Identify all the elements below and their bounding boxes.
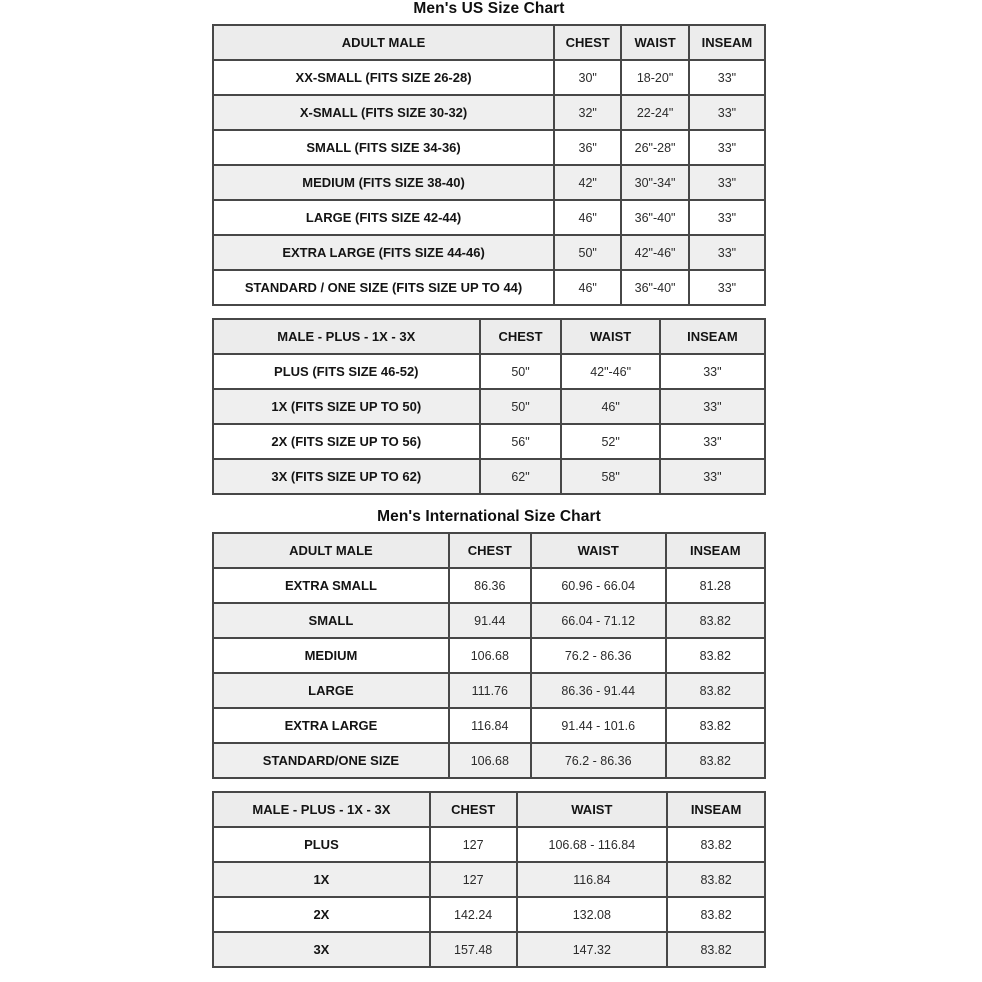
international-male-plus-table — [212, 791, 766, 968]
table-row — [213, 235, 765, 270]
measurement-cell: 46" — [561, 389, 659, 424]
measurement-cell: 33" — [660, 354, 765, 389]
measurement-cell: 33" — [660, 389, 765, 424]
measurement-cell: 111.76 — [449, 673, 531, 708]
measurement-cell: 86.36 - 91.44 — [531, 673, 666, 708]
measurement-cell: 81.28 — [666, 568, 765, 603]
measurement-cell: 22-24" — [621, 95, 689, 130]
measurement-cell: 116.84 — [517, 862, 668, 897]
size-label-cell: SMALL — [213, 603, 449, 638]
measurement-cell: 83.82 — [666, 603, 765, 638]
table-row — [213, 459, 765, 494]
header-cell: CHEST — [430, 792, 517, 827]
header-cell: WAIST — [531, 533, 666, 568]
measurement-cell: 83.82 — [667, 827, 765, 862]
international-adult-male-table-container — [212, 532, 766, 779]
measurement-cell: 46" — [554, 200, 621, 235]
measurement-cell: 86.36 — [449, 568, 531, 603]
size-label-cell: STANDARD / ONE SIZE (FITS SIZE UP TO 44) — [213, 270, 554, 305]
table-row — [213, 862, 765, 897]
international-adult-male-table — [212, 532, 766, 779]
header-cell: INSEAM — [689, 25, 765, 60]
table-row — [213, 60, 765, 95]
measurement-cell: 33" — [689, 165, 765, 200]
measurement-cell: 32" — [554, 95, 621, 130]
size-label-cell: PLUS — [213, 827, 430, 862]
measurement-cell: 60.96 - 66.04 — [531, 568, 666, 603]
table-row — [213, 603, 765, 638]
size-label-cell: 2X (FITS SIZE UP TO 56) — [213, 424, 480, 459]
measurement-cell: 142.24 — [430, 897, 517, 932]
measurement-cell: 50" — [480, 354, 562, 389]
measurement-cell: 127 — [430, 827, 517, 862]
measurement-cell: 52" — [561, 424, 659, 459]
header-cell: CHEST — [449, 533, 531, 568]
measurement-cell: 91.44 - 101.6 — [531, 708, 666, 743]
measurement-cell: 132.08 — [517, 897, 668, 932]
measurement-cell: 116.84 — [449, 708, 531, 743]
size-label-cell: EXTRA LARGE (FITS SIZE 44-46) — [213, 235, 554, 270]
measurement-cell: 33" — [660, 459, 765, 494]
header-row — [213, 319, 765, 354]
measurement-cell: 33" — [689, 270, 765, 305]
measurement-cell: 42"-46" — [621, 235, 689, 270]
measurement-cell: 42" — [554, 165, 621, 200]
header-cell: INSEAM — [660, 319, 765, 354]
international-male-plus-table-container — [212, 791, 766, 968]
measurement-cell: 18-20" — [621, 60, 689, 95]
us-male-plus-table-container — [212, 318, 766, 495]
table-row — [213, 568, 765, 603]
us-size-chart-title: Men's US Size Chart — [413, 0, 565, 17]
measurement-cell: 36"-40" — [621, 200, 689, 235]
size-label-cell: EXTRA SMALL — [213, 568, 449, 603]
measurement-cell: 42"-46" — [561, 354, 659, 389]
size-label-cell: MEDIUM — [213, 638, 449, 673]
measurement-cell: 106.68 — [449, 743, 531, 778]
measurement-cell: 33" — [689, 235, 765, 270]
measurement-cell: 106.68 - 116.84 — [517, 827, 668, 862]
header-cell: CHEST — [480, 319, 562, 354]
measurement-cell: 147.32 — [517, 932, 668, 967]
header-cell: INSEAM — [667, 792, 765, 827]
table-row — [213, 743, 765, 778]
header-cell: WAIST — [621, 25, 689, 60]
us-adult-male-table-container — [212, 24, 766, 306]
measurement-cell: 30"-34" — [621, 165, 689, 200]
measurement-cell: 46" — [554, 270, 621, 305]
size-chart-content — [212, 0, 766, 968]
measurement-cell: 26"-28" — [621, 130, 689, 165]
measurement-cell: 33" — [689, 95, 765, 130]
size-label-cell: XX-SMALL (FITS SIZE 26-28) — [213, 60, 554, 95]
measurement-cell: 33" — [689, 60, 765, 95]
size-label-cell: 3X — [213, 932, 430, 967]
table-row — [213, 130, 765, 165]
table-row — [213, 165, 765, 200]
size-label-cell: STANDARD/ONE SIZE — [213, 743, 449, 778]
header-cell: ADULT MALE — [213, 25, 554, 60]
measurement-cell: 83.82 — [667, 862, 765, 897]
measurement-cell: 83.82 — [667, 932, 765, 967]
size-label-cell: SMALL (FITS SIZE 34-36) — [213, 130, 554, 165]
table-row — [213, 95, 765, 130]
measurement-cell: 36"-40" — [621, 270, 689, 305]
table-row — [213, 354, 765, 389]
header-cell: WAIST — [517, 792, 668, 827]
measurement-cell: 127 — [430, 862, 517, 897]
us-adult-male-table — [212, 24, 766, 306]
measurement-cell: 58" — [561, 459, 659, 494]
table-row — [213, 389, 765, 424]
table-row — [213, 200, 765, 235]
measurement-cell: 83.82 — [667, 897, 765, 932]
header-row — [213, 533, 765, 568]
measurement-cell: 62" — [480, 459, 562, 494]
header-cell: INSEAM — [666, 533, 765, 568]
measurement-cell: 83.82 — [666, 638, 765, 673]
size-label-cell: 3X (FITS SIZE UP TO 62) — [213, 459, 480, 494]
measurement-cell: 50" — [554, 235, 621, 270]
us-male-plus-table — [212, 318, 766, 495]
measurement-cell: 33" — [689, 130, 765, 165]
table-row — [213, 424, 765, 459]
measurement-cell: 36" — [554, 130, 621, 165]
table-row — [213, 932, 765, 967]
measurement-cell: 83.82 — [666, 743, 765, 778]
size-label-cell: LARGE — [213, 673, 449, 708]
size-label-cell: 1X (FITS SIZE UP TO 50) — [213, 389, 480, 424]
measurement-cell: 91.44 — [449, 603, 531, 638]
measurement-cell: 157.48 — [430, 932, 517, 967]
header-cell: ADULT MALE — [213, 533, 449, 568]
header-row — [213, 25, 765, 60]
size-label-cell: MEDIUM (FITS SIZE 38-40) — [213, 165, 554, 200]
measurement-cell: 66.04 - 71.12 — [531, 603, 666, 638]
table-row — [213, 827, 765, 862]
measurement-cell: 33" — [689, 200, 765, 235]
table-row — [213, 708, 765, 743]
size-label-cell: 1X — [213, 862, 430, 897]
header-cell: MALE - PLUS - 1X - 3X — [213, 792, 430, 827]
header-row — [213, 792, 765, 827]
header-cell: CHEST — [554, 25, 621, 60]
measurement-cell: 50" — [480, 389, 562, 424]
measurement-cell: 83.82 — [666, 673, 765, 708]
table-row — [213, 638, 765, 673]
size-label-cell: 2X — [213, 897, 430, 932]
header-cell: WAIST — [561, 319, 659, 354]
measurement-cell: 106.68 — [449, 638, 531, 673]
measurement-cell: 83.82 — [666, 708, 765, 743]
measurement-cell: 56" — [480, 424, 562, 459]
international-size-chart-title: Men's International Size Chart — [377, 508, 601, 525]
size-label-cell: PLUS (FITS SIZE 46-52) — [213, 354, 480, 389]
measurement-cell: 33" — [660, 424, 765, 459]
table-row — [213, 897, 765, 932]
table-row — [213, 673, 765, 708]
size-label-cell: LARGE (FITS SIZE 42-44) — [213, 200, 554, 235]
measurement-cell: 30" — [554, 60, 621, 95]
measurement-cell: 76.2 - 86.36 — [531, 743, 666, 778]
measurement-cell: 76.2 - 86.36 — [531, 638, 666, 673]
table-row — [213, 270, 765, 305]
size-label-cell: EXTRA LARGE — [213, 708, 449, 743]
size-label-cell: X-SMALL (FITS SIZE 30-32) — [213, 95, 554, 130]
header-cell: MALE - PLUS - 1X - 3X — [213, 319, 480, 354]
